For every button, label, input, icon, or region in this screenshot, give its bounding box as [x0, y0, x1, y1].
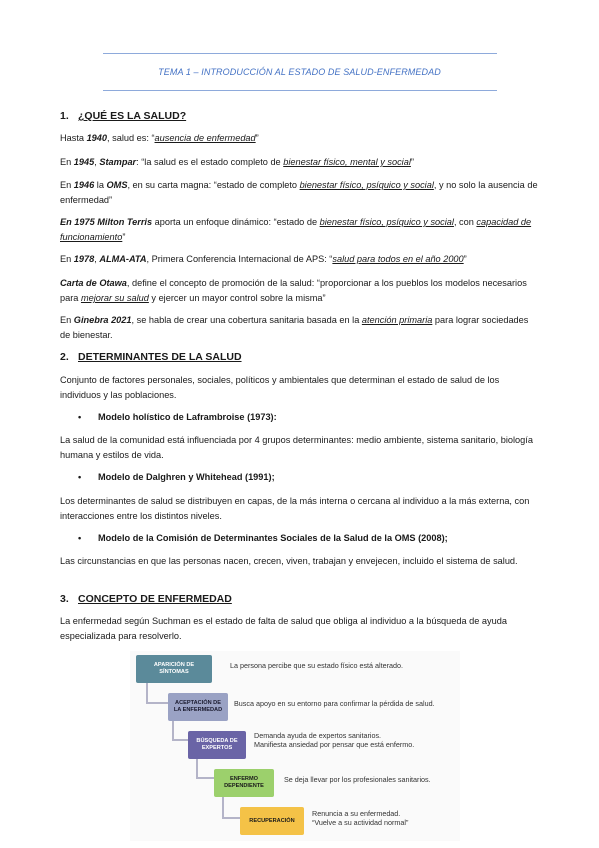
connector-arrow	[196, 759, 214, 779]
model-oms-text: Las circunstancias en que las personas nacen, crecen, viven, trabajan y envejecen, incluido el sistema de salud.	[60, 556, 518, 566]
model-dalghren-text: Los determinantes de salud se distribuyen en capas, de la más interna o cercana al individuo a la más externa, con interacciones entre los distintos niveles.	[60, 496, 530, 521]
bullet-model-oms: • Modelo de la Comisión de Determinantes Sociales de la Salud de la OMS (2008);	[78, 533, 448, 543]
model-laframbroise-text: La salud de la comunidad está influenciada por 4 grupos determinantes: medio ambiente, sistema sanitario, biología humana y estilos de vida.	[60, 435, 533, 460]
stage-desc-4: Se deja llevar por los profesionales sanitarios.	[284, 775, 431, 784]
paragraph-1945: En 1945, Stampar: “la salud es el estado completo de bienestar físico, mental y social”	[60, 157, 414, 167]
section-3-heading	[60, 592, 540, 607]
determinantes-intro: Conjunto de factores personales, sociales, políticos y ambientales que determinan el estado de salud de los individuos y las poblaciones.	[60, 375, 500, 400]
enfermedad-intro: La enfermedad según Suchman es el estado de falta de salud que obliga al individuo a la búsqueda de ayuda especializada para resolverlo.	[60, 616, 507, 641]
header-rule-top	[103, 53, 497, 54]
section-title: DETERMINANTES DE LA SALUD	[78, 351, 242, 363]
paragraph-ginebra: En Ginebra 2021, se habla de crear una cobertura sanitaria basada en la atención primaria para lograr sociedades de bienestar.	[60, 315, 529, 340]
header-rule-bottom	[103, 90, 497, 91]
paragraph-1978: En 1978, ALMA-ATA, Primera Conferencia Internacional de APS: “salud para todos en el año 2000”	[60, 254, 467, 264]
section-1-heading	[60, 109, 540, 124]
paragraph-1975: En 1975 Milton Terris aporta un enfoque dinámico: “estado de bienestar físico, psíquico y social, con capacidad de funcionamiento”	[60, 217, 532, 242]
stage-box-4: ENFERMO DEPENDIENTE	[214, 769, 274, 797]
section-title: ¿QUÉ ES LA SALUD?	[78, 110, 187, 122]
stage-box-1: APARICIÓN DE SÍNTOMAS	[136, 655, 212, 683]
stage-desc-2: Busca apoyo en su entorno para confirmar la pérdida de salud.	[234, 699, 435, 708]
section-number: 2.	[60, 351, 69, 363]
stage-box-5: RECUPERACIÓN	[240, 807, 304, 835]
section-number: 1.	[60, 110, 69, 122]
paragraph-1940: Hasta 1940, salud es: “ausencia de enfermedad”	[60, 133, 259, 143]
stage-desc-3: Demanda ayuda de expertos sanitarios. Manifiesta ansiedad por pensar que está enfermo.	[254, 731, 415, 749]
stage-desc-1: La persona percibe que su estado físico está alterado.	[230, 661, 404, 670]
section-number: 3.	[60, 593, 69, 605]
section-title: CONCEPTO DE ENFERMEDAD	[78, 593, 232, 605]
suchman-stages-diagram	[130, 651, 460, 841]
stage-box-3: BÚSQUEDA DE EXPERTOS	[188, 731, 246, 759]
connector-arrow	[146, 683, 170, 704]
stage-desc-5: Renuncia a su enfermedad. “Vuelve a su actividad normal”	[312, 809, 409, 827]
section-2-heading	[60, 350, 540, 365]
paragraph-otawa: Carta de Otawa, define el concepto de promoción de la salud: “proporcionar a los pueblos los modelos necesarios para mejorar su salud y ejercer un mayor control sobre la misma”	[60, 278, 527, 303]
connector-arrow	[222, 797, 242, 819]
stage-box-2: ACEPTACIÓN DE LA ENFERMEDAD	[168, 693, 228, 721]
bullet-model-dalghren: • Modelo de Dalghren y Whitehead (1991);	[78, 472, 275, 482]
bullet-model-laframbroise: • Modelo holístico de Laframbroise (1973):	[78, 412, 277, 422]
paragraph-1946: En 1946 la OMS, en su carta magna: “estado de completo bienestar físico, psíquico y social, y no solo la ausencia de enfermedad”	[60, 180, 538, 205]
page-header-title: TEMA 1 – INTRODUCCIÓN AL ESTADO DE SALUD-ENFERMEDAD	[158, 67, 441, 77]
